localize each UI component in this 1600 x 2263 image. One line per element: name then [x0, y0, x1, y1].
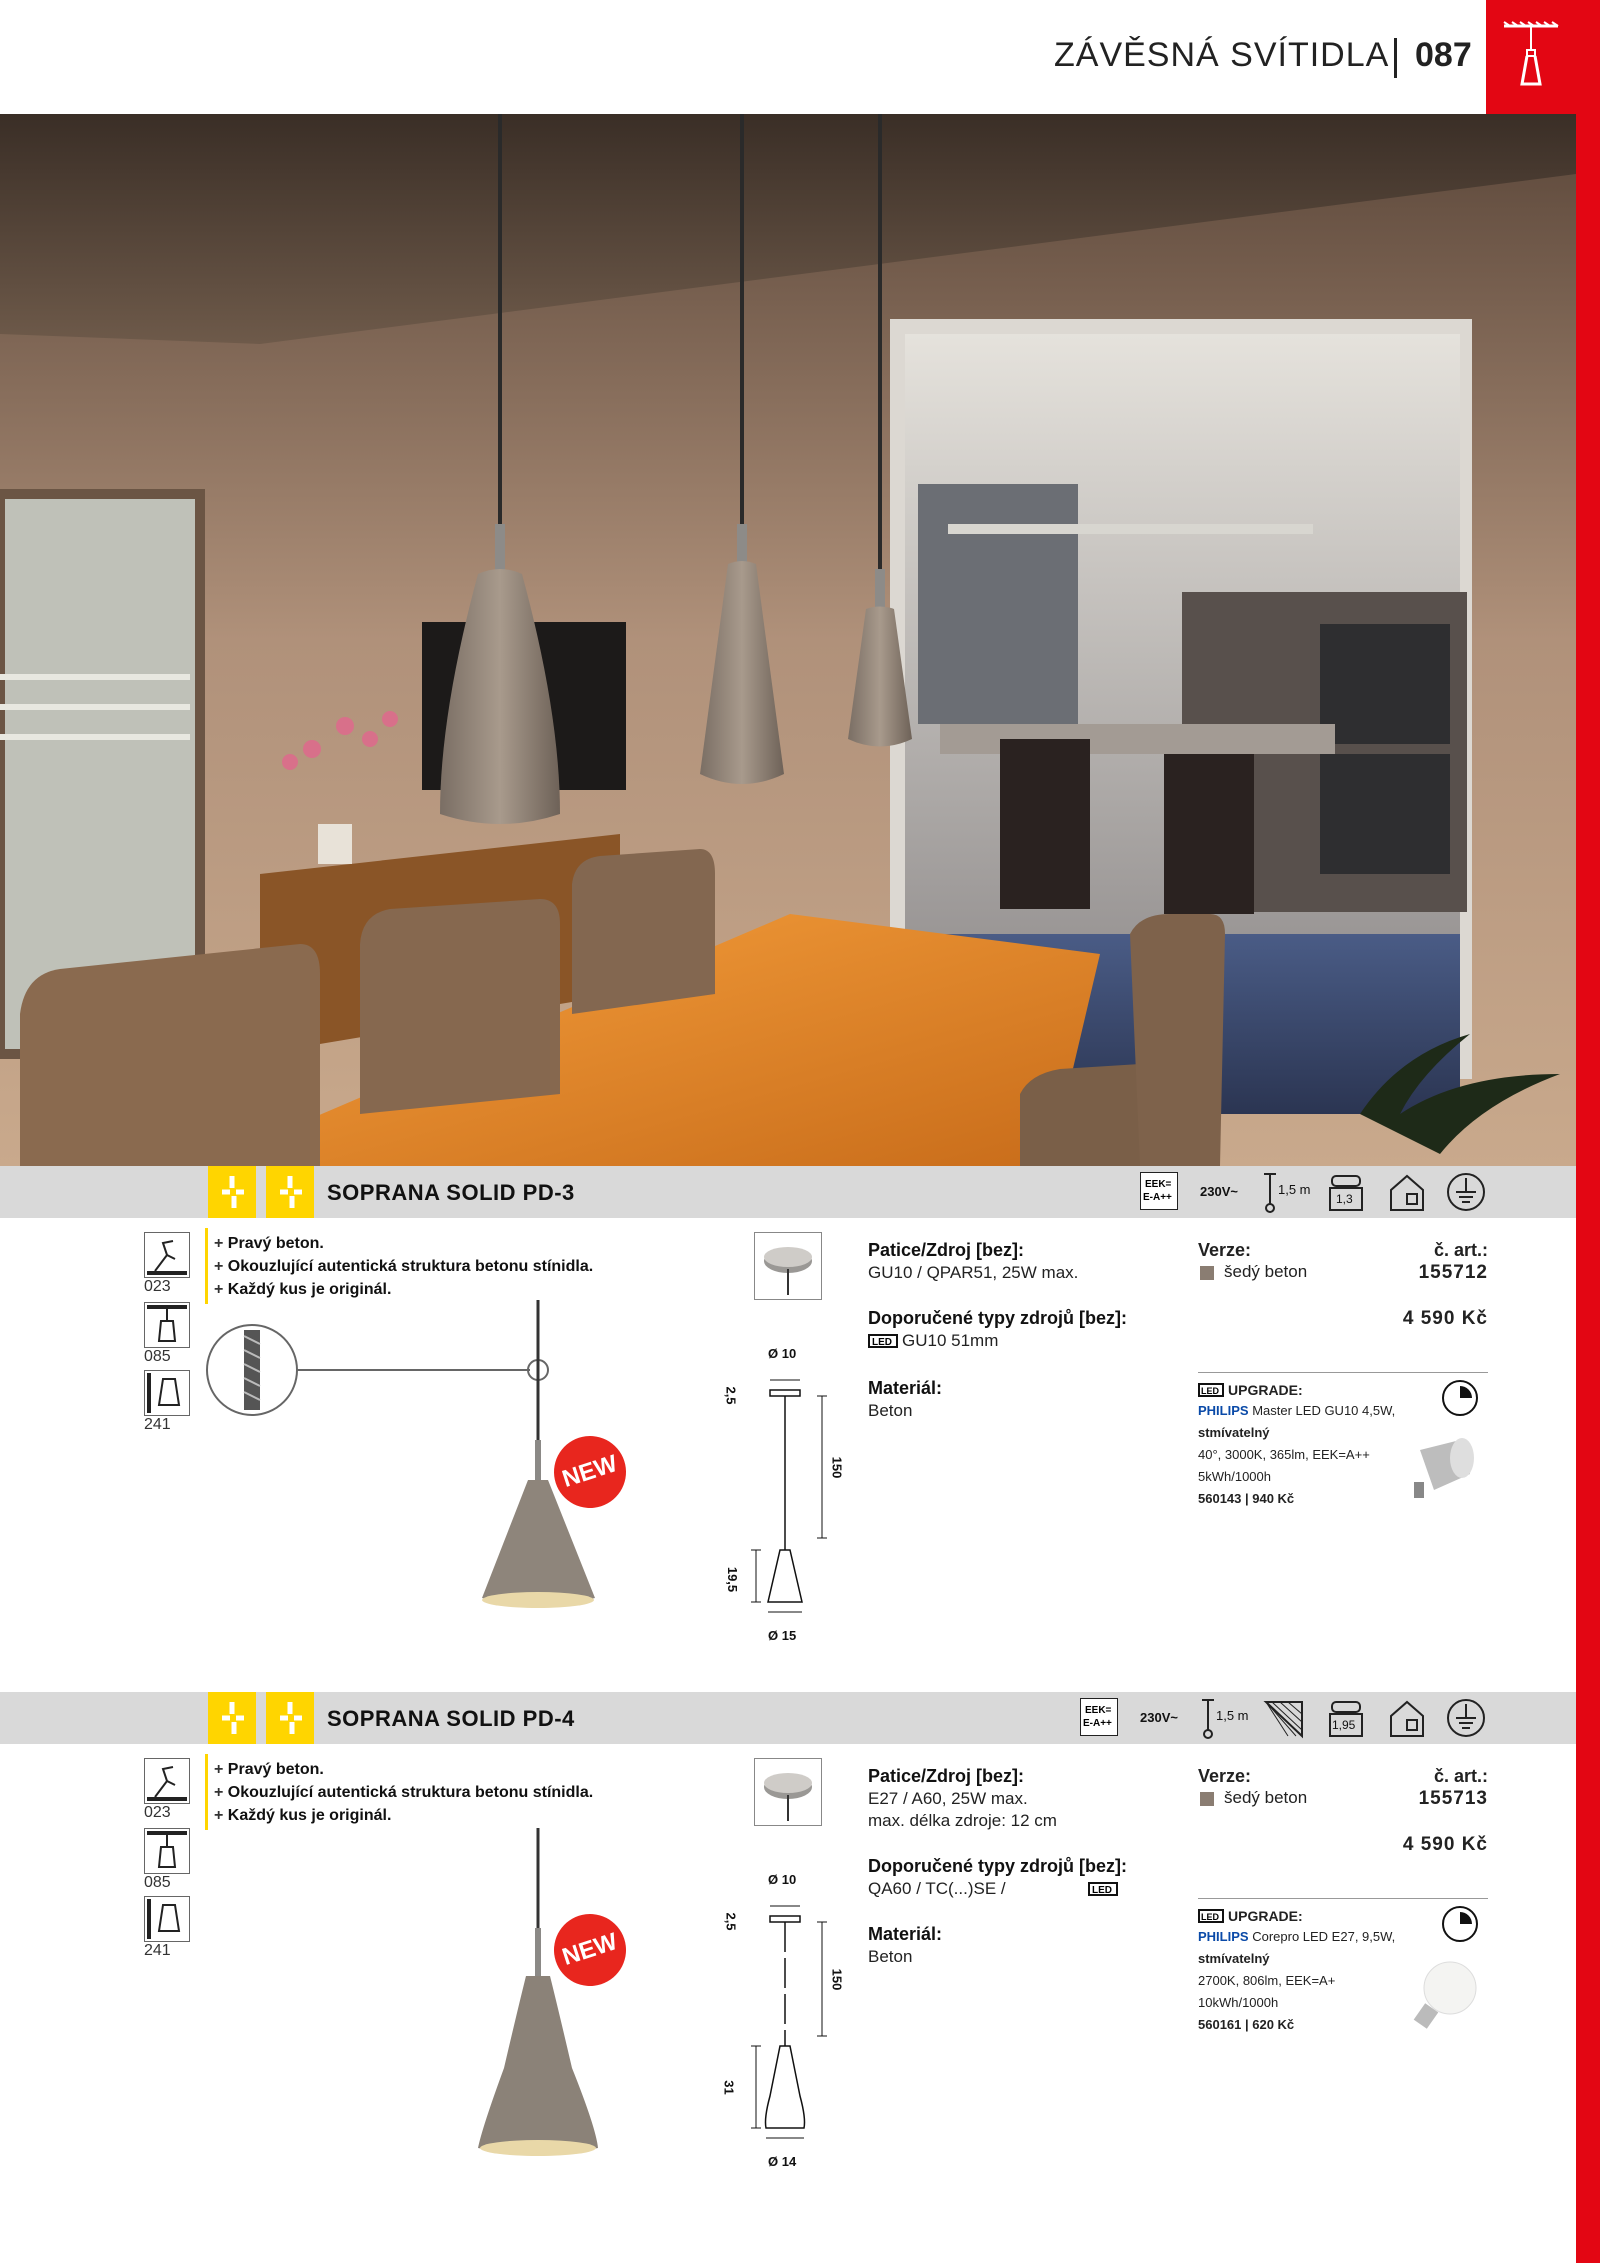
- material-label: Materiál:: [868, 1924, 943, 1944]
- wall-lamp-icon: [144, 1370, 190, 1416]
- icon-page-ref: 241: [144, 1942, 171, 1959]
- divider: [1198, 1898, 1488, 1899]
- upgrade-label: UPGRADE:: [1228, 1908, 1303, 1924]
- upgrade-article-price: 560143 | 940 Kč: [1198, 1491, 1295, 1506]
- divider: [1198, 1372, 1488, 1373]
- led-icon: [1198, 1908, 1226, 1924]
- article-number: 155713: [1418, 1788, 1488, 1809]
- led-icon: [868, 1333, 898, 1349]
- recommended-label: Doporučené typy zdrojů [bez]:: [868, 1856, 1128, 1876]
- spotlight-beam-icon: [1262, 1696, 1306, 1740]
- accent-line: [205, 1754, 208, 1830]
- list-item: + Každý kus je originál.: [214, 1804, 593, 1827]
- new-badge: NEW: [545, 1905, 636, 1996]
- upgrade-article-price: 560161 | 620 Kč: [1198, 2017, 1295, 2032]
- page-title: ZÁVĚSNÁ SVÍTIDLA: [1054, 36, 1390, 74]
- product-illustration: [440, 1828, 640, 2158]
- brand-name: PHILIPS: [1198, 1929, 1249, 1944]
- icon-page-ref: 023: [144, 1278, 171, 1295]
- list-item: + Okouzlující autentická struktura betonu stínidla.: [214, 1255, 593, 1278]
- source-value: GU10 / QPAR51, 25W max.: [868, 1263, 1079, 1282]
- a60-bulb-image: [1404, 1956, 1484, 2036]
- cable-length-icon: [1260, 1170, 1280, 1214]
- page-number: 087: [1415, 36, 1472, 74]
- dimension-canopy: 2,5: [723, 1912, 739, 1931]
- feature-icon: [208, 1166, 256, 1218]
- feature-icon: [266, 1166, 314, 1218]
- recommended-value: QA60 / TC(...)SE /: [868, 1879, 1006, 1898]
- dimension-top: Ø 10: [768, 1872, 797, 1887]
- dimension-shade-height: 19,5: [725, 1566, 741, 1593]
- material-value: Beton: [868, 1401, 913, 1420]
- svg-text:EEK=: EEK=: [1085, 1705, 1112, 1716]
- hero-photo: [0, 114, 1576, 1166]
- source-extra: max. délka zdroje: 12 cm: [868, 1811, 1057, 1830]
- dimension-drawing: [720, 1340, 850, 1640]
- page-edge-bar: [1576, 0, 1600, 2263]
- source-value: E27 / A60, 25W max.: [868, 1789, 1028, 1808]
- upgrade-dimmable: stmívatelný: [1198, 1951, 1270, 1966]
- variant-label: Verze:: [1198, 1766, 1252, 1786]
- cable-length-icon: [1198, 1696, 1218, 1740]
- variant-label: Verze:: [1198, 1240, 1252, 1260]
- svg-text:LED: LED: [1201, 1912, 1219, 1922]
- upgrade-details: [1198, 1926, 1395, 2036]
- pendant-lamp-icon: [1486, 0, 1576, 114]
- voltage-label: 230V~: [1200, 1184, 1238, 1199]
- indoor-use-icon: [1385, 1696, 1429, 1740]
- earth-ground-icon: [1444, 1170, 1488, 1214]
- weight-value: 1,3: [1336, 1192, 1353, 1206]
- source-label: Patice/Zdroj [bez]:: [868, 1766, 1025, 1786]
- svg-text:EEK=: EEK=: [1145, 1179, 1172, 1190]
- feature-list: [214, 1232, 593, 1301]
- ceiling-mount-icon: [144, 1758, 190, 1804]
- energy-label-icon: [1140, 1172, 1178, 1210]
- list-item: + Pravý beton.: [214, 1232, 593, 1255]
- price: 4 590 Kč: [1402, 1308, 1488, 1329]
- title-divider: [1394, 38, 1397, 78]
- indoor-use-icon: [1385, 1170, 1429, 1214]
- material-value: Beton: [868, 1947, 913, 1966]
- cable-length: 1,5 m: [1216, 1708, 1249, 1723]
- dimension-drawing: [720, 1866, 850, 2176]
- cable-length: 1,5 m: [1278, 1182, 1311, 1197]
- svg-text:E-A++: E-A++: [1083, 1718, 1112, 1729]
- accent-line: [205, 1228, 208, 1304]
- article-label: č. art.:: [1433, 1766, 1488, 1786]
- color-swatch: [1200, 1266, 1214, 1280]
- upgrade-specs: 40°, 3000K, 365lm, EEK=A++: [1198, 1447, 1370, 1462]
- icon-page-ref: 241: [144, 1416, 171, 1433]
- new-badge: NEW: [545, 1427, 636, 1518]
- upgrade-consumption: 10kWh/1000h: [1198, 1995, 1279, 2010]
- product-title: SOPRANA SOLID PD-4: [327, 1706, 575, 1731]
- pendant-icon: [144, 1828, 190, 1874]
- recommended-value: GU10 51mm: [902, 1331, 999, 1350]
- svg-text:LED: LED: [1201, 1386, 1219, 1396]
- ceiling-mount-icon: [144, 1232, 190, 1278]
- feature-icon: [266, 1692, 314, 1744]
- source-label: Patice/Zdroj [bez]:: [868, 1240, 1025, 1260]
- wall-lamp-icon: [144, 1896, 190, 1942]
- dimension-bottom: Ø 15: [768, 1628, 797, 1643]
- gu10-bulb-image: [1400, 1430, 1480, 1510]
- dimension-top: Ø 10: [768, 1346, 797, 1361]
- list-item: + Každý kus je originál.: [214, 1278, 593, 1301]
- icon-page-ref: 085: [144, 1348, 171, 1365]
- dimension-canopy: 2,5: [723, 1386, 739, 1405]
- upgrade-specs: 2700K, 806lm, EEK=A+: [1198, 1973, 1336, 1988]
- canopy-thumbnail: [754, 1758, 822, 1826]
- icon-page-ref: 085: [144, 1874, 171, 1891]
- weight-value: 1,95: [1332, 1718, 1356, 1732]
- variant-value: šedý beton: [1224, 1262, 1308, 1281]
- list-item: + Pravý beton.: [214, 1758, 593, 1781]
- icon-page-ref: 023: [144, 1804, 171, 1821]
- dimension-shade-height: 31: [721, 2080, 737, 2095]
- upgrade-model: Corepro LED E27, 9,5W,: [1252, 1929, 1396, 1944]
- chapter-tab: [1486, 0, 1576, 114]
- dimmable-icon: [1440, 1904, 1480, 1944]
- recommended-label: Doporučené typy zdrojů [bez]:: [868, 1308, 1128, 1328]
- dimension-cable: 150: [829, 1456, 845, 1479]
- upgrade-model: Master LED GU10 4,5W,: [1252, 1403, 1396, 1418]
- energy-label-icon: [1080, 1698, 1118, 1736]
- article-label: č. art.:: [1433, 1240, 1488, 1260]
- material-label: Materiál:: [868, 1378, 943, 1398]
- feature-list: [214, 1758, 593, 1827]
- price: 4 590 Kč: [1402, 1834, 1488, 1855]
- brand-name: PHILIPS: [1198, 1403, 1249, 1418]
- led-icon: [1198, 1382, 1226, 1398]
- feature-icon: [208, 1692, 256, 1744]
- upgrade-consumption: 5kWh/1000h: [1198, 1469, 1271, 1484]
- earth-ground-icon: [1444, 1696, 1488, 1740]
- svg-text:E-A++: E-A++: [1143, 1192, 1172, 1203]
- voltage-label: 230V~: [1140, 1710, 1178, 1725]
- upgrade-dimmable: stmívatelný: [1198, 1425, 1270, 1440]
- color-swatch: [1200, 1792, 1214, 1806]
- dimension-cable: 150: [829, 1968, 845, 1991]
- canopy-thumbnail: [754, 1232, 822, 1300]
- upgrade-details: [1198, 1400, 1395, 1510]
- upgrade-label: UPGRADE:: [1228, 1382, 1303, 1398]
- dimmable-icon: [1440, 1378, 1480, 1418]
- article-number: 155712: [1418, 1262, 1488, 1283]
- svg-text:LED: LED: [872, 1337, 892, 1348]
- svg-text:LED: LED: [1092, 1885, 1112, 1896]
- led-icon: [1088, 1881, 1118, 1897]
- variant-value: šedý beton: [1224, 1788, 1308, 1807]
- pendant-icon: [144, 1302, 190, 1348]
- list-item: + Okouzlující autentická struktura betonu stínidla.: [214, 1781, 593, 1804]
- dimension-bottom: Ø 14: [768, 2154, 797, 2169]
- product-title: SOPRANA SOLID PD-3: [327, 1180, 575, 1205]
